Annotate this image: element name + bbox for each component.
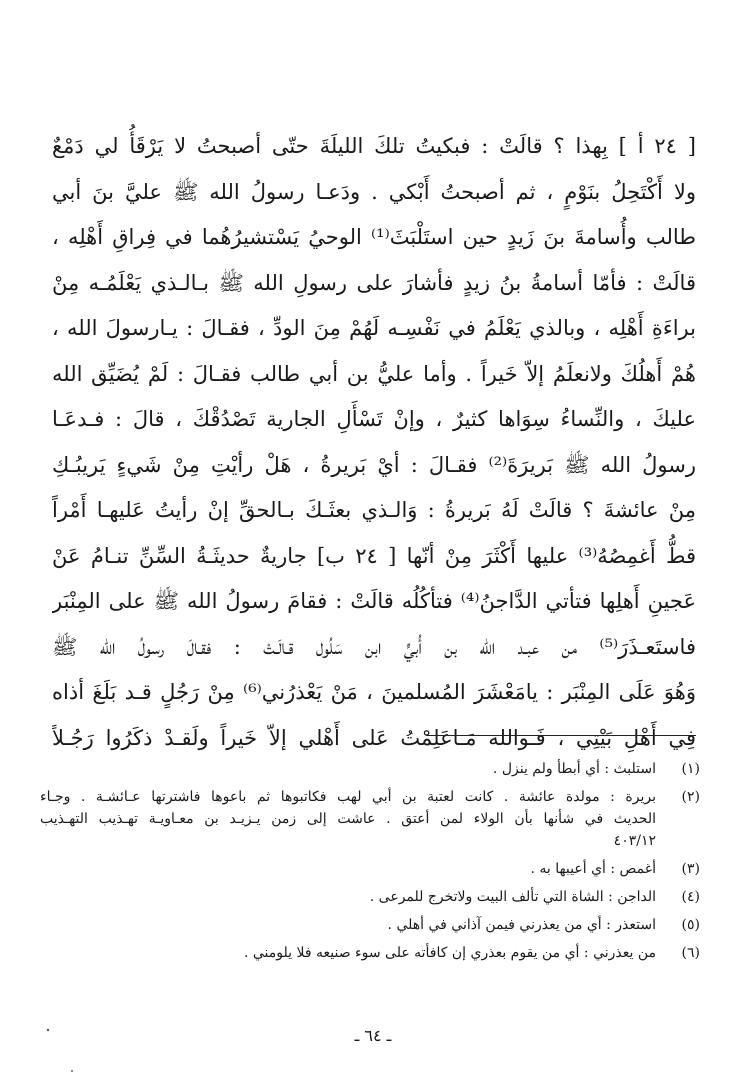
footnote-line: استعذر : أي من يعذرني فيمن آذاني في أهلي . — [387, 917, 656, 933]
footnote-2 — [40, 786, 700, 852]
text-line-11: عَجينِ أَهلِها فتأتي الدَّاجنُ⁽⁴⁾ فتأكُلُه قالَتْ : فقامَ رسولُ الله ﷺ على المِنْبَر — [52, 589, 696, 613]
text-line-7: عليكَ ، والنِّساءُ سِوَاها كثيرٌ ، وإنْ تَسْأَلِ الجارية تَصْدُقْكَ ، قالَ : فـدعَـا — [52, 407, 696, 431]
footnote-text — [40, 914, 656, 936]
footnote-line: أغمص : أي أعيبها به . — [530, 861, 656, 877]
footnote-text — [40, 758, 656, 780]
text-line-1: [ ٢٤ أ ] بِهذا ؟ قالَتْ : فبكيتُ تلكَ الليلَةَ حتّى أصبحتُ لا يَرْقَأُ لي دَمْعٌ — [52, 134, 696, 158]
footnote-text — [40, 786, 656, 852]
footnote-number: (٢) — [681, 789, 700, 805]
page-number: ـ ٦٤ ـ — [354, 1026, 392, 1045]
text-line-10: قطُّ أَغمِصُهُ⁽³⁾ عليها أَكْثَرَ مِنْ أنّها [ ٢٤ ب] جاريةٌ حديثَـةُ السِّنِّ تنـامُ عَنْ — [52, 543, 696, 568]
footnote-text — [40, 886, 656, 908]
text-line-3: طالب وأُسامةَ بنَ زَيدٍ حين استَلْبَثَ⁽¹⁾ الوحيُ يَسْتشيرُهُما في فِراقِ أَهْلِه ، — [52, 225, 696, 249]
footnote-5 — [40, 914, 700, 936]
footnote-4 — [40, 886, 700, 908]
text-line-14: فِي أَهْلِ بَيْتِي ، فَـوالله مَـاعَلِمْتُ عَلى أَهْلي إلاّ خَيراً ولَقـدْ ذكَرُوا رَجُـلاً — [52, 725, 696, 750]
footnote-number: (٣) — [681, 861, 700, 877]
footnote-number: (٦) — [681, 945, 700, 961]
text-line-4: قالَتْ : فأمّا أسامةُ بنُ زيدٍ فأشارَ على رسولِ الله ﷺ بـالـذي يَعْلَمُـه مِنْ — [52, 270, 696, 295]
footnote-3 — [40, 858, 700, 880]
footnote-number: (٥) — [681, 917, 700, 933]
text-line-2: ولا أَكْتَحِلُ بنَوْمٍ ، ثم أصبحتُ أَبْكي . ودَعـا رسولُ الله ﷺ عليَّ بنَ أبي — [52, 179, 696, 204]
footnotes-section — [40, 758, 700, 970]
text-line-9: مِنْ عائشةَ ؟ قالَتْ لَهُ بَريرةُ : وَالـذي بعثَـكَ بـالحقِّ إنْ رأيتُ عَليهـا أَمْراً — [52, 498, 696, 522]
footnote-line: استلبث : أي أبطأ ولم ينزل . — [492, 761, 656, 777]
footnote-6 — [40, 942, 700, 964]
text-line-8: رسولُ الله ﷺ بَريرَةَ⁽²⁾ فقـالَ : أيْ بَريرةُ ، هَلْ رأيْتِ مِنْ شَيءٍ يَريبُـكِ — [52, 452, 696, 477]
footnote-line: من يعذرني : أي من يقوم بعذري إن كافأته على سوء صنيعه فلا يلومني . — [243, 945, 656, 961]
footnote-line: الداجن : الشاة التي تألف البيت ولاتخرج للمرعى . — [369, 889, 656, 905]
main-text-block — [52, 124, 696, 761]
text-line-5: براءَةِ أَهْلِه ، وبالذي يَعْلَمُ في نَفْسِـه لَهُمْ مِنَ الودِّ ، فقـالَ : يـارسولَ الله ، — [52, 316, 696, 340]
footnote-number: (١) — [681, 761, 700, 777]
footnote-text — [40, 858, 656, 880]
footnote-line: الحديث في شأنها بأن الولاء لمن أعتق . عاشت إلى زمن يـزيـد بن معـاويـة تهـذيب التهـذيب — [40, 811, 656, 827]
footnote-line: بريرة : مولدة عائشة . كانت لعتبة بن أبي لهب فكاتبوها ثم باعوها فاشترتها عـائشـة . وجـاء — [40, 789, 656, 805]
scan-speck — [71, 1070, 73, 1072]
footnote-line: ٤٠٣/١٢ — [613, 833, 656, 849]
footnote-text — [40, 942, 656, 964]
text-line-6: هُمْ أَهلُكَ ولانعلَمُ إلاّ خَيراً . وأما عليُّ بن أبي طالب فقـالَ : لَمْ يُضَيِّق الله — [52, 361, 696, 386]
footnote-separator — [426, 735, 696, 736]
footnote-number: (٤) — [681, 889, 700, 905]
text-line-12: فاستَعـذَرَ⁽⁵⁾ من عبـد الله بن أُبيٍّ ابن سَلُول قـالَـتْ : فقـالَ رسولُ الله ﷺ — [52, 634, 696, 659]
text-line-13: وَهُوَ عَلَى المِنْبَر : يامَعْشَرَ المُسلمينَ ، مَنْ يَعْذرُني⁽⁶⁾ مِنْ رَجُلٍ قـد بَلَغَ أذاه — [52, 680, 696, 704]
footnote-1 — [40, 758, 700, 780]
